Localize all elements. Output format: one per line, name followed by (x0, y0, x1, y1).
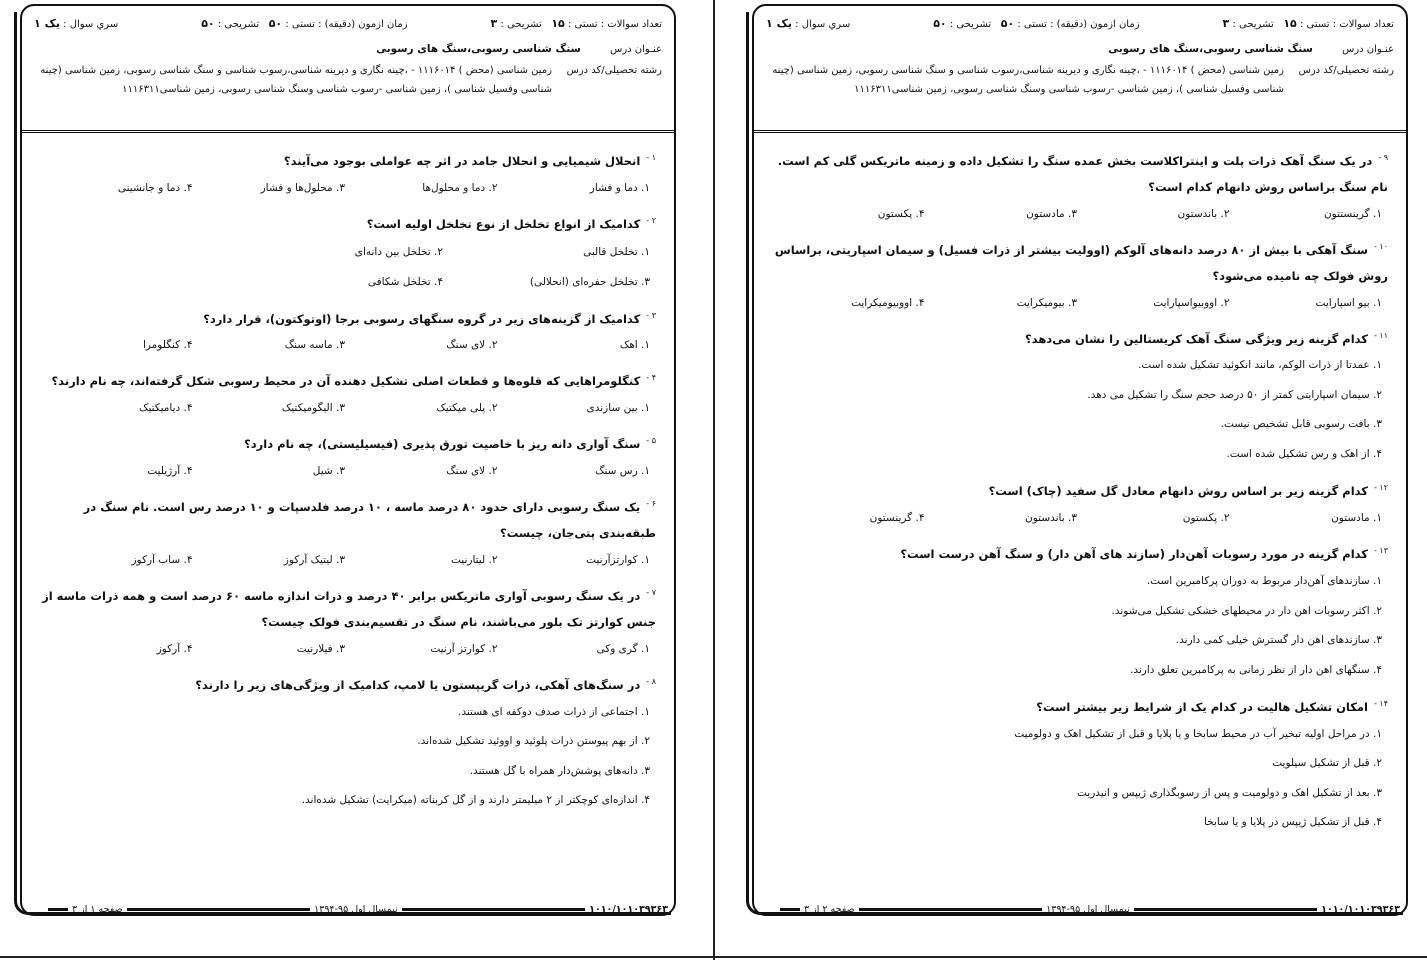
exam-page-1 (20, 4, 676, 916)
question-block (772, 691, 1388, 838)
exam-header (22, 6, 674, 133)
answer-option[interactable]: ۴. سنگهای اهن دار از نظر زمانی به پرکامبرین تعلق دارند. (1130, 663, 1382, 676)
exam-header (754, 6, 1406, 133)
answer-option[interactable]: ۲. لیتارنیت (450, 553, 498, 566)
answer-option[interactable]: ۳. بیومیکرایت (1016, 296, 1077, 309)
exam-page-2 (752, 4, 1408, 916)
answer-option[interactable]: ۱. تخلخل قالبی (583, 245, 650, 258)
answer-option[interactable]: ۲. پلی میکتیک (436, 402, 498, 415)
answer-option[interactable]: ۴. کنگلومرا (142, 339, 193, 352)
question-text (772, 691, 1388, 720)
answer-option[interactable]: ۴. از اهک و رس تشکیل شده است. (1226, 447, 1382, 460)
answer-option[interactable]: ۱. رس سنگ (595, 465, 650, 478)
answer-options (236, 237, 656, 297)
header-info-row: تعداد سوالات : تستی : ۱۵ تشریحی : ۳ زمان ازمون (دقیقه) : تستی : ۵۰ تشریحی : ۵۰ سري سوال : یک ۱ (34, 17, 662, 30)
answer-options (772, 351, 1388, 469)
question-stem: کدامیک از انواع تخلخل از نوع تخلخل اولیه است؟ (366, 216, 641, 231)
questions-list (22, 133, 674, 816)
question-number: ۵ - (646, 436, 656, 446)
question-text (772, 475, 1388, 504)
question-number: ۱۲ - (1373, 483, 1388, 493)
question-number: ۱۳ - (1373, 546, 1388, 556)
question-block (40, 365, 656, 422)
answer-option[interactable]: ۱. عمدتا از ذرات الوکم، مانند انکوئید تشکیل شده است. (1138, 359, 1382, 372)
answer-option[interactable]: ۱. دما و فشار (589, 181, 650, 194)
answer-option[interactable]: ۱. کوارتزآرنیت (586, 553, 650, 566)
questions-list (754, 133, 1406, 838)
question-block (772, 145, 1388, 228)
question-text (40, 303, 656, 332)
question-text (40, 145, 656, 174)
answer-option[interactable]: ۲. کوارتز آرنیت (430, 642, 498, 655)
question-number: ۱۴ - (1373, 699, 1388, 709)
answer-option[interactable]: ۴. قبل از تشکیل ژیپس در پلایا و یا سابخا (1203, 816, 1382, 829)
question-block (772, 234, 1388, 317)
question-stem: در یک سنگ آهک ذرات پلت و اینتراکلاست بخش عمده سنگ را تشکیل داده و زمینه ماتریکس گلی کم است. نام سنگ براساس روش دانهام کدام است؟ (777, 153, 1388, 194)
question-stem: کدام گزینه زیر ویژگی سنگ آهک کریستالین را نشان می‌دهد؟ (1025, 331, 1368, 346)
answer-option[interactable]: ۴. ساب آرکوز (131, 553, 193, 566)
answer-option[interactable]: ۱. اهک (619, 339, 650, 352)
page-footer: ۱۰۱۰/۱۰۱۰۳۹۳۶۳ نیمسال اول ۹۵-۱۳۹۴ صفحه ۲ از ۳ (776, 902, 1400, 916)
answer-option[interactable]: ۱. سازندهای آهن‌دار مربوط به دوران پرکامبرین است. (1146, 575, 1382, 588)
answer-option[interactable]: ۴. آرژیلیت (147, 465, 193, 478)
page-footer: ۱۰۱۰/۱۰۱۰۳۹۳۶۳ نیمسال اول ۹۵-۱۳۹۴ صفحه ۱ از ۳ (44, 902, 668, 916)
answer-option[interactable]: ۳. الیگومیکتیک (281, 402, 345, 415)
answer-options (40, 698, 656, 816)
answer-option[interactable]: ۲. دما و محلول‌ها (422, 181, 498, 194)
question-block (40, 145, 656, 202)
answer-option[interactable]: ۱. گرینستتون (1323, 207, 1382, 220)
answer-option[interactable]: ۲. لای سنگ (446, 339, 498, 352)
answer-option[interactable]: ۲. اکثر رسوبات اهن دار در محیطهای خشکی تشکیل می‌شوند. (1111, 604, 1382, 617)
answer-option[interactable]: ۴. تخلخل شکافی (367, 275, 443, 288)
answer-option[interactable]: ۳. مادستون (1026, 207, 1077, 220)
question-block (772, 323, 1388, 470)
question-block (772, 475, 1388, 532)
question-number: ۱۰ - (1373, 241, 1388, 251)
answer-options (772, 289, 1388, 317)
answer-option[interactable]: ۲. باندستون (1177, 207, 1230, 220)
answer-option[interactable]: ۳. دانه‌های پوشش‌دار همراه با گل هستند. (469, 764, 650, 777)
question-stem: یک سنگ رسوبی دارای حدود ۸۰ درصد ماسه ، ۱۰ درصد فلدسپات و ۱۰ درصد رس است. نام سنگ در طبقه‌بندی پتی‌جان، چیست؟ (83, 499, 656, 540)
question-stem: کنگلومراهایی که قلوه‌ها و قطعات اصلی تشکیل دهنده آن در محیط رسوبی شکل گرفته‌اند، چه نام دارند؟ (51, 374, 641, 389)
question-block (40, 669, 656, 816)
answer-option[interactable]: ۲. از بهم پیوستن ذرات پلوئید و اووئید تشکیل شده‌اند. (417, 735, 650, 748)
course-title-row: عنـوان درس سنگ شناسی رسوبی،سنگ های رسوبی (376, 43, 662, 55)
major-row: رشته تحصیلی/کد درس زمین شناسی (محض ) ۱۱۱۶۰۱۴ - ،چینه نگاری و دیرینه شناسی،رسوب شناسی و سنگ شناسی رسوبی، زمین شناسی (چینه شناسی وفسیل شناسی )، زمین شناسی -رسوب شناسی وسنگ شناسی رسوبی، زمین شناسی۱۱۱۶۳۱۱ (772, 65, 1394, 95)
question-stem: در سنگ‌های آهکی، ذرات گریپستون یا لامپ، کدامیک از ویژگی‌های زیر را دارند؟ (195, 677, 641, 692)
question-block (40, 491, 656, 574)
answer-option[interactable]: ۳. لیتیک آرکوز (283, 553, 345, 566)
question-text (40, 669, 656, 698)
question-block (40, 428, 656, 485)
answer-option[interactable]: ۱. اجتماعی از ذرات صدف دوکفه ای هستند. (458, 705, 650, 718)
question-block (40, 303, 656, 360)
question-block (40, 208, 656, 297)
answer-options (772, 720, 1388, 838)
question-text (40, 208, 656, 237)
header-info-row: تعداد سوالات : تستی : ۱۵ تشریحی : ۳ زمان ازمون (دقیقه) : تستی : ۵۰ تشریحی : ۵۰ سري سوال : یک ۱ (766, 17, 1394, 30)
answer-option[interactable]: ۴. دما و جانشینی (117, 181, 193, 194)
question-text (772, 145, 1388, 200)
answer-options (40, 635, 656, 663)
answer-option[interactable]: ۴. آرکوز (156, 642, 193, 655)
question-block (772, 538, 1388, 685)
answer-option[interactable]: ۱. در مراحل اولیه تبخیر آب در محیط سابخا و یا پلایا و قبل از تشکیل اهک و دولومیت (1014, 727, 1382, 740)
question-stem: امکان تشکیل هالیت در کدام یک از شرایط زیر بیشتر است؟ (1036, 699, 1368, 714)
answer-option[interactable]: ۳. سازندهای اهن دار گسترش خیلی کمی دارند. (1175, 634, 1382, 647)
answer-option[interactable]: ۴. گرینستون (869, 512, 925, 525)
answer-option[interactable]: ۲. قبل از تشکیل سیلویت (1272, 757, 1382, 770)
answer-option[interactable]: ۲. پکستون (1182, 512, 1230, 525)
answer-option[interactable]: ۴. دیامیکتیک (139, 402, 193, 415)
answer-option[interactable]: ۴. پکستون (877, 207, 925, 220)
question-stem: کدامیک از گزینه‌های زیر در گروه سنگهای رسوبی برجا (اوتوکتون)، قرار دارد؟ (203, 311, 641, 326)
answer-option[interactable]: ۴. اووبیومیکرایت (851, 296, 925, 309)
question-text (40, 580, 656, 635)
answer-option[interactable]: ۲. سیمان اسپارایتی کمتر از ۵۰ درصد حجم سنگ را تشکیل می دهد. (1087, 388, 1382, 401)
question-text (772, 538, 1388, 567)
answer-option[interactable]: ۲. لای سنگ (446, 465, 498, 478)
question-block (40, 580, 656, 663)
question-number: ۱ - (646, 153, 656, 162)
course-title-row: عنـوان درس سنگ شناسی رسوبی،سنگ های رسوبی (1108, 43, 1394, 55)
question-text (772, 234, 1388, 289)
answer-option[interactable]: ۳. شیل (312, 465, 345, 478)
answer-options (40, 174, 656, 202)
question-stem: انحلال شیمیایی و انحلال جامد در اثر چه عواملی بوجود می‌آیند؟ (283, 153, 641, 168)
page-divider (713, 0, 715, 960)
question-stem: کدام گزینه زیر بر اساس روش دانهام معادل گل سفید (چاک) است؟ (988, 484, 1368, 499)
question-stem: در یک سنگ رسوبی آواری ماتریکس برابر ۴۰ درصد و ذرات اندازه ماسه ۶۰ درصد است و همه ذرات ماسه از جنس کوارتز تک بلور می‌باشند، نام سنگ در تقسیم‌بندی فولک چیست؟ (42, 588, 656, 629)
answer-option[interactable]: ۱. مادستون (1331, 512, 1382, 525)
question-stem: سنگ آهکی با بیش از ۸۰ درصد دانه‌های آلوکم (اوولیت بیشتر از ذرات فسیل) و سیمان اسپاریتی، براساس روش فولک چه نامیده می‌شود؟ (774, 242, 1388, 283)
question-stem: کدام گزینه در مورد رسوبات آهن‌دار (سازند های آهن دار) و سنگ آهن درست است؟ (900, 547, 1368, 562)
answer-option[interactable]: ۳. فیلارنیت (296, 642, 345, 655)
answer-option[interactable]: ۱. بیو اسپارایت (1315, 296, 1382, 309)
major-row: رشته تحصیلی/کد درس زمین شناسی (محض ) ۱۱۱۶۰۱۴ - ،چینه نگاری و دیرینه شناسی،رسوب شناسی و سنگ شناسی رسوبی، زمین شناسی (چینه شناسی وفسیل شناسی )، زمین شناسی -رسوب شناسی وسنگ شناسی رسوبی، زمین شناسی۱۱۱۶۳۱۱ (40, 65, 662, 95)
answer-options (772, 567, 1388, 685)
question-stem: سنگ آواری دانه ریز با خاصیت تورق پذیری (فیسیلیستی)، چه نام دارد؟ (244, 437, 641, 452)
answer-option[interactable]: ۲. تخلخل بین دانه‌ای (354, 245, 443, 258)
answer-options (772, 200, 1388, 228)
answer-options (772, 504, 1388, 532)
question-number: ۹ - (1378, 153, 1388, 162)
bottom-border (0, 956, 1427, 958)
question-number: ۳ - (646, 310, 656, 320)
question-number: ۴ - (646, 373, 656, 383)
answer-option[interactable]: ۳. ماسه سنگ (284, 339, 345, 352)
answer-options (40, 457, 656, 485)
answer-option[interactable]: ۳. بعد از تشکیل اهک و دولومیت و پس از رسوبگذاری ژیپس و انیدریت (1077, 786, 1382, 799)
question-number: ۸ - (646, 676, 656, 686)
question-text (40, 365, 656, 394)
answer-option[interactable]: ۳. باندستون (1025, 512, 1077, 525)
answer-options (40, 546, 656, 574)
answer-option[interactable]: ۱. گری وکی (596, 642, 650, 655)
question-number: ۶ - (646, 499, 656, 509)
question-text (40, 428, 656, 457)
question-number: ۲ - (646, 215, 656, 225)
answer-option[interactable]: ۱. بین سازندی (586, 402, 650, 415)
answer-options (40, 331, 656, 359)
answer-option[interactable]: ۳. محلول‌ها و فشار (260, 181, 345, 194)
question-number: ۷ - (646, 587, 656, 597)
answer-options (40, 394, 656, 422)
answer-option[interactable]: ۲. اووبیواسپارایت (1153, 296, 1230, 309)
answer-option[interactable]: ۳. بافت رسوبی قابل تشخیص نیست. (1220, 418, 1382, 431)
question-text (772, 323, 1388, 352)
answer-option[interactable]: ۴. اندازه‌ای کوچکتر از ۲ میلیمتر دارند و از گل کربناته (میکرایت) تشکیل شده‌اند. (301, 794, 650, 807)
answer-option[interactable]: ۳. تخلخل حفره‌ای (انحلالی) (529, 275, 650, 288)
question-number: ۱۱ - (1373, 330, 1388, 340)
question-text (40, 491, 656, 546)
